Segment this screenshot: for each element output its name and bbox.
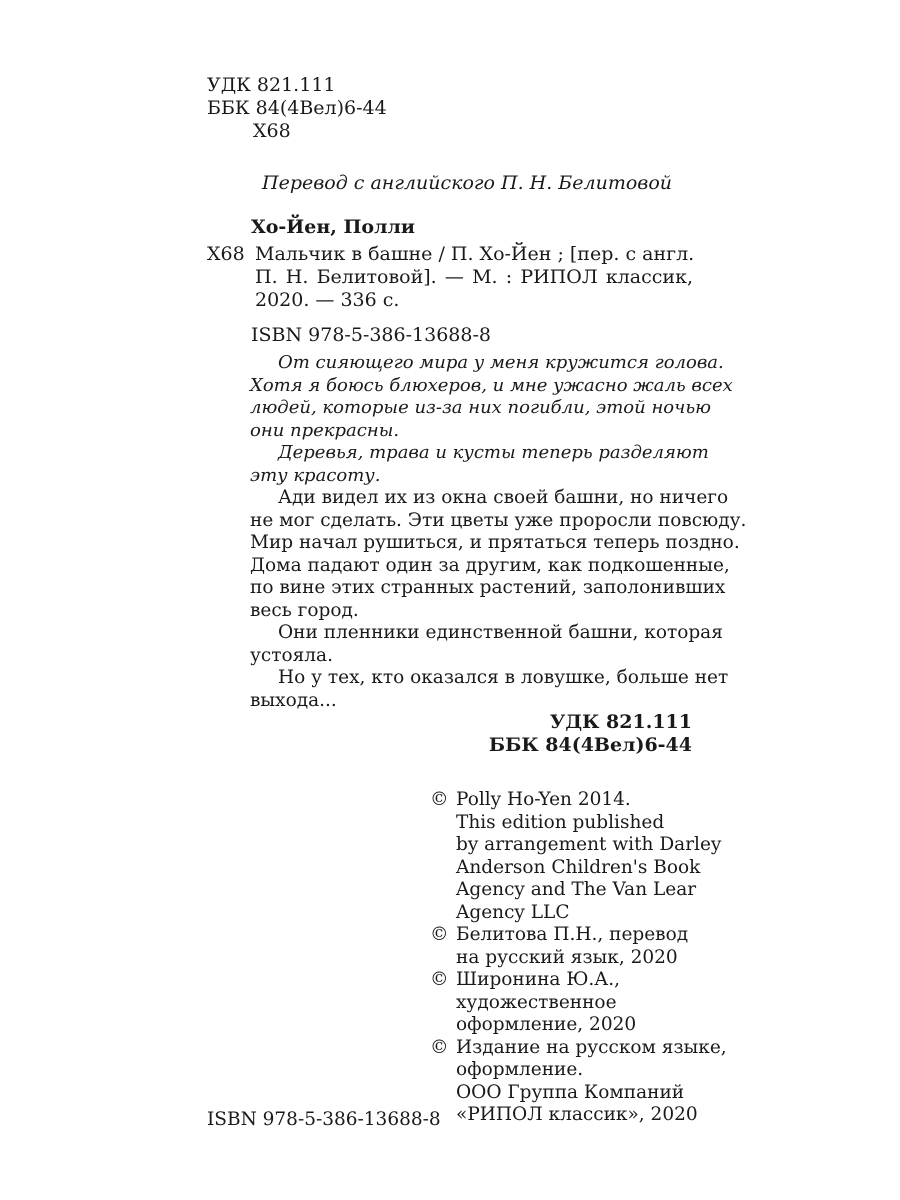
copyright-line: художественное [456, 991, 617, 1013]
copyright-entry [430, 789, 722, 924]
translator-note: Перевод с английского П. Н. Белитовой [262, 172, 673, 194]
udk-code: УДК 821.111 [549, 711, 692, 733]
annotation-paragraph [250, 622, 723, 667]
bbk-code: ББК 84(4Вел)6-44 [207, 97, 387, 119]
biblio-line: Мальчик в башне / П. Хо-Йен ; [пер. с англ. [255, 243, 695, 265]
annotation-line: Ади видел их из окна своей башни, но ничего [278, 487, 729, 508]
biblio-line: П. Н. Белитовой]. — М. : РИПОЛ классик, [255, 266, 693, 288]
annotation-line: по вине этих странных растений, заполонивших [250, 577, 726, 598]
annotation-paragraph [250, 352, 733, 442]
copyright-line: ООО Группа Компаний [456, 1081, 685, 1103]
bbk-code: ББК 84(4Вел)6-44 [488, 734, 692, 756]
copyright-line: Anderson Children's Book [456, 856, 701, 878]
annotation-line: не мог сделать. Эти цветы уже проросли повсюду. [250, 509, 747, 531]
copyright-line: оформление, 2020 [456, 1014, 637, 1035]
annotation-line: весь город. [250, 599, 359, 621]
annotation-line: Но у тех, кто оказался в ловушке, больше нет [278, 667, 729, 688]
copyright-line: by arrangement with Darley [456, 834, 722, 855]
copyright-entry [430, 969, 710, 1037]
annotation-line: эту красоту. [250, 464, 381, 486]
annotation-line: Дома падают один за другим, как подкошенные, [250, 554, 730, 576]
annotation-line: выхода... [250, 689, 337, 711]
annotation-line: Деревья, трава и кусты теперь разделяют [278, 442, 709, 463]
copyright-symbol: © [430, 924, 449, 945]
annotation-paragraph [250, 442, 709, 487]
entry-author-mark: Х68 [207, 243, 245, 265]
annotation-paragraph [250, 667, 729, 712]
udk-code: УДК 821.111 [207, 74, 336, 96]
copyright-line: Polly Ho-Yen 2014. [456, 789, 631, 810]
copyright-line: «РИПОЛ классик», 2020 [456, 1104, 698, 1125]
biblio-line: 2020. — 336 с. [255, 289, 400, 311]
copyright-symbol: © [430, 1036, 449, 1058]
copyright-entry [430, 1036, 727, 1127]
copyright-symbol: © [430, 969, 449, 990]
author-mark: Х68 [253, 120, 291, 142]
annotation-line: они прекрасны. [250, 419, 400, 441]
copyright-entry [430, 924, 710, 969]
copyright-line: This edition published [456, 811, 665, 833]
author-name: Хо-Йен, Полли [251, 216, 415, 238]
copyright-block [430, 789, 727, 1127]
copyright-line: Agency and The Van Lear [456, 879, 697, 900]
bibliographic-description [255, 243, 693, 312]
classification-codes-right [489, 711, 692, 757]
copyright-line: Широнина Ю.А., [456, 969, 621, 990]
copyright-line: Издание на русском языке, [456, 1036, 727, 1058]
annotation-line: Мир начал рушиться, и прятаться теперь поздно. [250, 532, 740, 553]
copyright-line: Белитова П.Н., перевод [456, 924, 689, 945]
annotation-line: От сияющего мира у меня кружится голова. [278, 352, 724, 373]
classification-codes [207, 74, 387, 143]
annotation-line: Они пленники единственной башни, которая [278, 622, 723, 643]
copyright-line: оформление. [456, 1059, 584, 1080]
annotation [250, 352, 747, 712]
annotation-line: людей, которые из-за них погибли, этой ночью [250, 397, 711, 418]
annotation-line: Хотя я боюсь блюхеров, и мне ужасно жаль всех [250, 374, 733, 396]
copyright-line: Agency LLC [456, 901, 570, 923]
isbn-bottom: ISBN 978-5-386-13688-8 [207, 1109, 441, 1130]
copyright-line: на русский язык, 2020 [456, 946, 678, 968]
copyright-symbol: © [430, 789, 449, 810]
isbn: ISBN 978-5-386-13688-8 [251, 324, 491, 346]
annotation-paragraph [250, 487, 747, 622]
annotation-line: устояла. [250, 644, 333, 666]
